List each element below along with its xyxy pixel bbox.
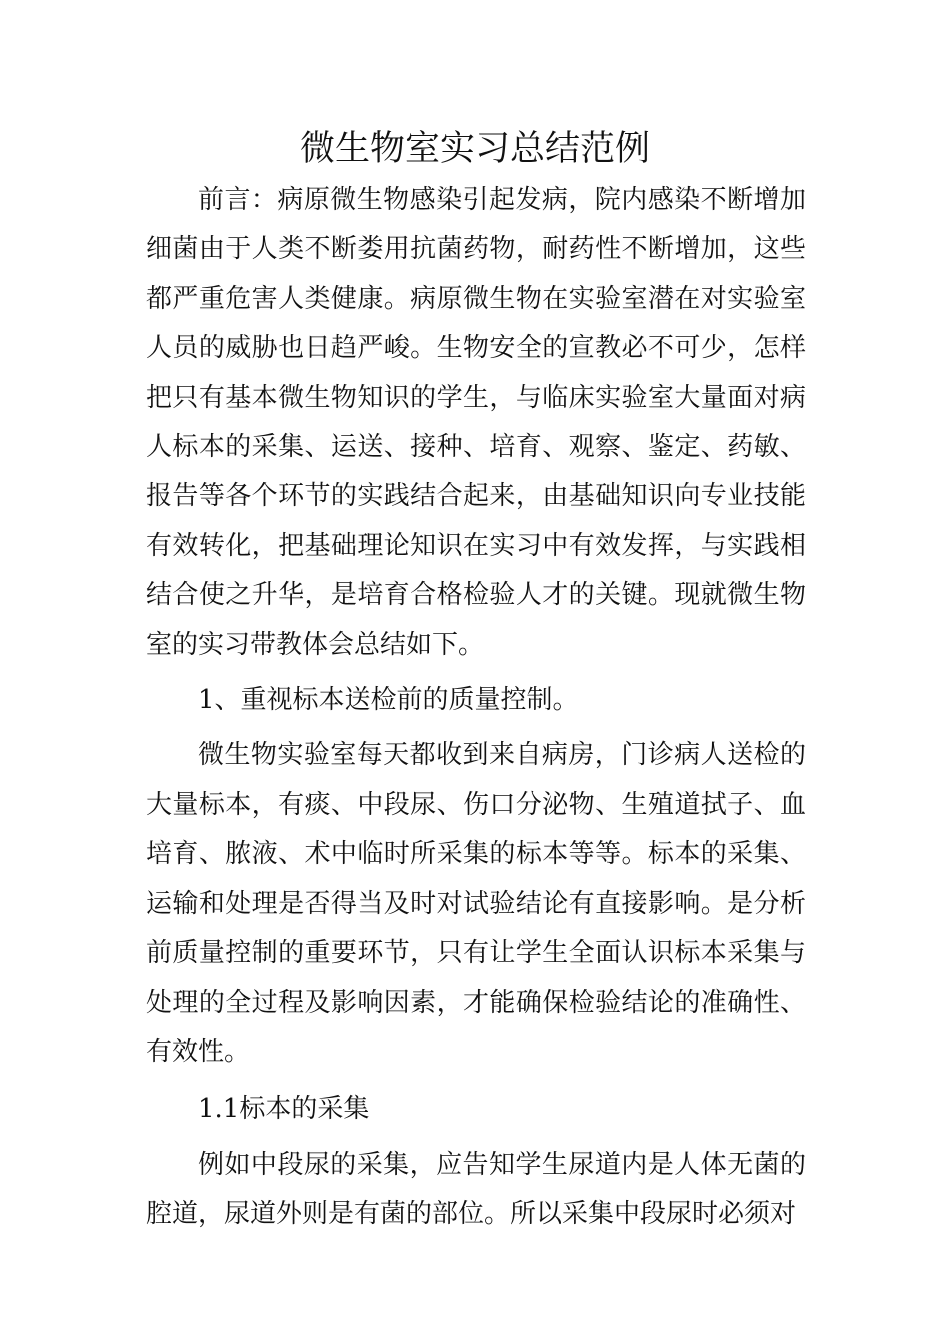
paragraph-urine-collection: 例如中段尿的采集，应告知学生尿道内是人体无菌的腔道，尿道外则是有菌的部位。所以采集中段尿时必须对 <box>146 1149 806 1230</box>
paragraph-preface: 前言：病原微生物感染引起发病，院内感染不断增加细菌由于人类不断娄用抗菌药物，耐药性不断增加，这些都严重危害人类健康。病原微生物在实验室潜在对实验室人员的威胁也日趋严峻。生物安全的宣教必不可少，怎样把只有基本微生物知识的学生，与临床实验室大量面对病人标本的采集、运送、接种、培育、观察、鉴定、药敏、报告等各个环节的实践结合起来，由基础知识向专业技能有效转化，把基础理论知识在实习中有效发挥，与实践相结合使之升华，是培育合格检验人才的关键。现就微生物室的实习带教体会总结如下。 <box>146 185 806 660</box>
section-heading-1-1: 1.1标本的采集 <box>198 1094 370 1125</box>
document-body <box>146 176 806 1240</box>
section-heading-1: 1、重视标本送检前的质量控制。 <box>198 685 579 716</box>
paragraph-specimen-quality: 微生物实验室每天都收到来自病房，门诊病人送检的大量标本，有痰、中段尿、伤口分泌物、生殖道拭子、血培育、脓液、术中临时所采集的标本等等。标本的采集、运输和处理是否得当及时对试验结论有直接影响。是分析前质量控制的重要环节，只有让学生全面认识标本采集与处理的全过程及影响因素，才能确保检验结论的准确性、有效性。 <box>146 740 806 1067</box>
document-title: 微生物室实习总结范例 <box>299 129 650 169</box>
